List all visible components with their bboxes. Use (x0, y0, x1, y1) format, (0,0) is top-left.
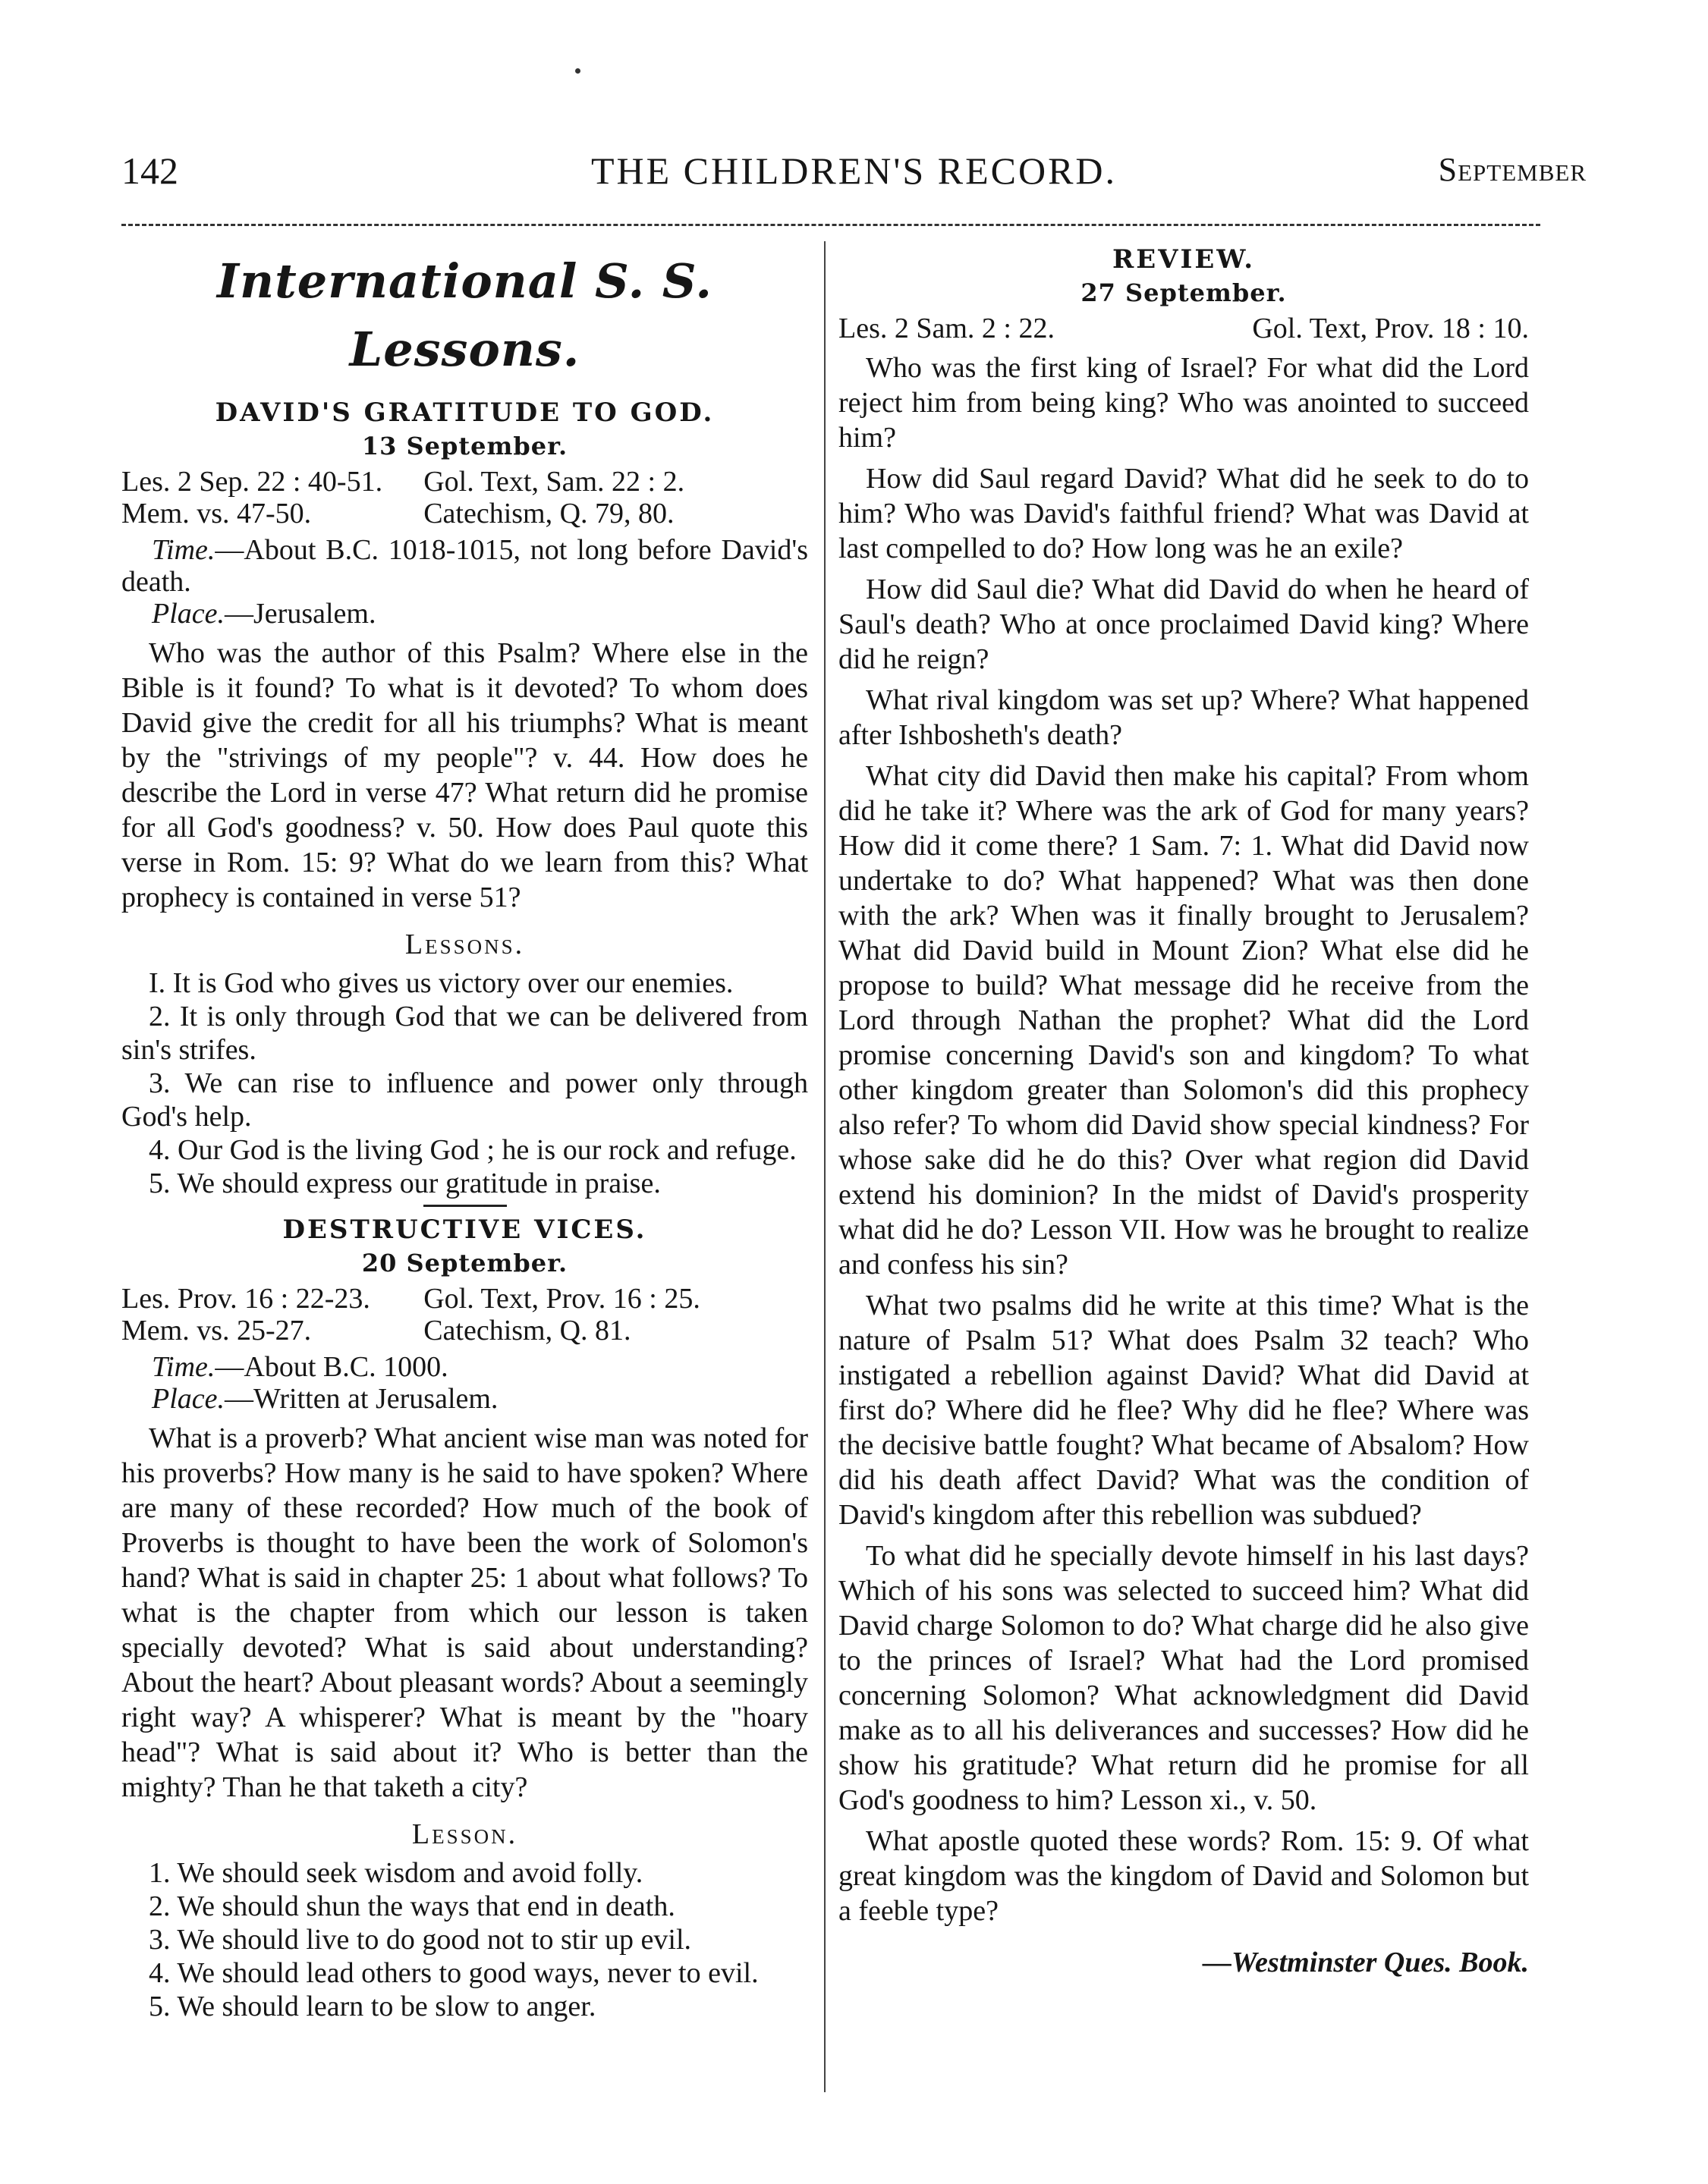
lesson1-lessons-heading: Lessons. (404, 929, 525, 960)
lesson1-place (121, 598, 808, 630)
issue-month: September (1438, 151, 1587, 188)
review-paragraph: How did Saul regard David? What did he seek to do to him? Who was David's faithful friend? What was David at last compelled to do? How long was he an exile? (838, 463, 1529, 564)
review-paragraph: What two psalms did he write at this time? What is the nature of Psalm 51? What does Psalm 32 teach? Who instigated a rebellion against David? What did David at first do? Where did he flee? Why did he flee? Where was the decisive battle fought? What became of Absalom? How did his death affect David? What was the condition of David's kingdom after this rebellion was subdued? (838, 1290, 1529, 1531)
lesson2-point: 3. We should live to do good not to stir up evil. (149, 1924, 692, 1956)
lesson2-meta-row1 (121, 1283, 808, 1315)
lesson2-point: 2. We should shun the ways that end in death. (149, 1890, 675, 1922)
lesson2-place-text: —Written at Jerusalem. (225, 1383, 499, 1415)
lesson2-gol: Gol. Text, Prov. 16 : 25. (423, 1283, 700, 1315)
column-divider (824, 241, 826, 2092)
lesson2-meta-row2 (121, 1315, 808, 1347)
lesson1-time (121, 534, 808, 598)
review-paragraph: How did Saul die? What did David do when he heard of Saul's death? Who at once proclaimed David king? Where did he reign? (838, 573, 1529, 675)
lesson1-les: Les. 2 Sep. 22 : 40-51. (121, 466, 383, 498)
review-paragraph: What city did David then make his capital? From whom did he take it? Where was the ark of God for many years? How did it come there? 1 Sam. 7: 1. What did David now undertake to do? What happened? What was then done with the ark? When was it finally brought to Jerusalem? What did David build in Mount Zion? What else did he propose to build? What message did he receive from the Lord through Nathan the prophet? What did the Lord promise concerning David's son and kingdom? To what other kingdom greater than Solomon's did this prophecy also refer? To whom did David show special kindness? For whose sake did he do this? Over what region did David extend his dominion? In the midst of David's prosperity what did he do? Lesson VII. How was he brought to realize and confess his sin? (838, 760, 1529, 1281)
lesson1-questions: Who was the author of this Psalm? Where else in the Bible is it found? To what is it devoted? To whom does David give the credit for all his triumphs? What is meant by the "strivings of my people"? v. 44. How does he describe the Lord in verse 47? What return did he promise for all God's goodness? v. 50. How does Paul quote this verse in Rom. 15: 9? What do we learn from this? What prophecy is contained in verse 51? (121, 637, 808, 913)
right-column (838, 243, 1529, 1980)
lesson2-time-text: —About B.C. 1000. (215, 1351, 448, 1383)
lesson1-point: 2. It is only through God that we can be delivered from sin's strifes. (121, 1001, 808, 1066)
review-paragraph: What rival kingdom was set up? Where? What happened after Ishbosheth's death? (838, 684, 1529, 751)
lesson1-time-text: —About B.C. 1018-1015, not long before David's death. (121, 534, 808, 598)
lesson2-time (121, 1351, 808, 1383)
lesson2-place (121, 1383, 808, 1415)
lesson1-meta-row2 (121, 498, 808, 530)
lesson1-point: 5. We should express our gratitude in praise. (149, 1167, 661, 1199)
review-les: Les. 2 Sam. 2 : 22. (838, 313, 1055, 344)
lesson2-date: 20 September. (361, 1249, 568, 1277)
ink-speck (575, 68, 580, 74)
lesson2-mem: Mem. vs. 25-27. (121, 1315, 312, 1347)
lesson1-mem: Mem. vs. 47-50. (121, 498, 312, 530)
page-number: 142 (121, 149, 178, 192)
section-banner: International S. S. Lessons. (217, 253, 712, 377)
lesson1-point: 3. We can rise to influence and power only through God's help. (121, 1067, 808, 1133)
lesson2-point: 1. We should seek wisdom and avoid folly. (149, 1857, 643, 1889)
left-column (121, 243, 808, 2023)
review-paragraph: Who was the first king of Israel? For what did the Lord reject him from being king? Who was anointed to succeed him? (838, 352, 1529, 454)
lesson1-point: 4. Our God is the living God ; he is our rock and refuge. (149, 1134, 797, 1166)
review-meta-row (838, 313, 1529, 344)
lesson2-questions: What is a proverb? What ancient wise man was noted for his proverbs? How many is he said to have spoken? Where are many of these recorded? How much of the book of Proverbs is thought to have been the work of Solomon's hand? What is said in chapter 25: 1 about what follows? To what is the chapter from which our lesson is taken specially devoted? What is said about understanding? About the heart? About pleasant words? About a seemingly right way? A whisperer? What is meant by the "hoary head"? What is said about it? Who is better than the mighty? Than he that taketh a city? (121, 1422, 808, 1803)
page-header (121, 149, 1587, 202)
lesson2-time-label: Time. (152, 1351, 215, 1383)
lesson1-place-text: —Jerusalem. (225, 598, 376, 630)
lesson1-meta-row1 (121, 466, 808, 498)
lesson2-lessons-heading: Lesson. (411, 1818, 518, 1850)
lesson2-point: 4. We should lead others to good ways, never to evil. (149, 1957, 759, 1989)
lesson2-place-label: Place. (152, 1383, 225, 1415)
lesson1-time-label: Time. (152, 534, 215, 566)
lesson1-gol: Gol. Text, Sam. 22 : 2. (423, 466, 685, 498)
lesson1-point: I. It is God who gives us victory over our enemies. (149, 967, 734, 999)
review-heading: REVIEW. (1112, 244, 1256, 275)
lesson1-place-label: Place. (152, 598, 225, 630)
publication-title: THE CHILDREN'S RECORD. (590, 149, 1118, 192)
lesson1-heading: DAVID'S GRATITUDE TO GOD. (215, 398, 715, 428)
lesson1-date: 13 September. (361, 432, 568, 460)
review-paragraph: What apostle quoted these words? Rom. 15: 9. Of what great kingdom was the kingdom of David and Solomon but a feeble type? (838, 1825, 1529, 1927)
lesson1-cat: Catechism, Q. 79, 80. (423, 498, 675, 530)
header-rule (121, 224, 1540, 226)
lesson2-cat: Catechism, Q. 81. (423, 1315, 631, 1347)
review-gol: Gol. Text, Prov. 18 : 10. (1252, 313, 1529, 344)
source-attribution: —Westminster Ques. Book. (1202, 1947, 1529, 1978)
section-separator (423, 1205, 507, 1207)
review-paragraph: To what did he specially devote himself in his last days? Which of his sons was selected to succeed him? What did David charge Solomon to do? What charge did he also give to the princes of Israel? What had the Lord promised concerning Solomon? What acknowledgment did David make as to all his deliverances and successes? How did he show his gratitude? What return did he promise for all God's goodness to him? Lesson xi., v. 50. (838, 1540, 1529, 1816)
lesson2-heading: DESTRUCTIVE VICES. (282, 1215, 647, 1245)
lesson2-point: 5. We should learn to be slow to anger. (149, 1991, 596, 2022)
review-date: 27 September. (1080, 278, 1287, 307)
lesson2-les: Les. Prov. 16 : 22-23. (121, 1283, 370, 1315)
